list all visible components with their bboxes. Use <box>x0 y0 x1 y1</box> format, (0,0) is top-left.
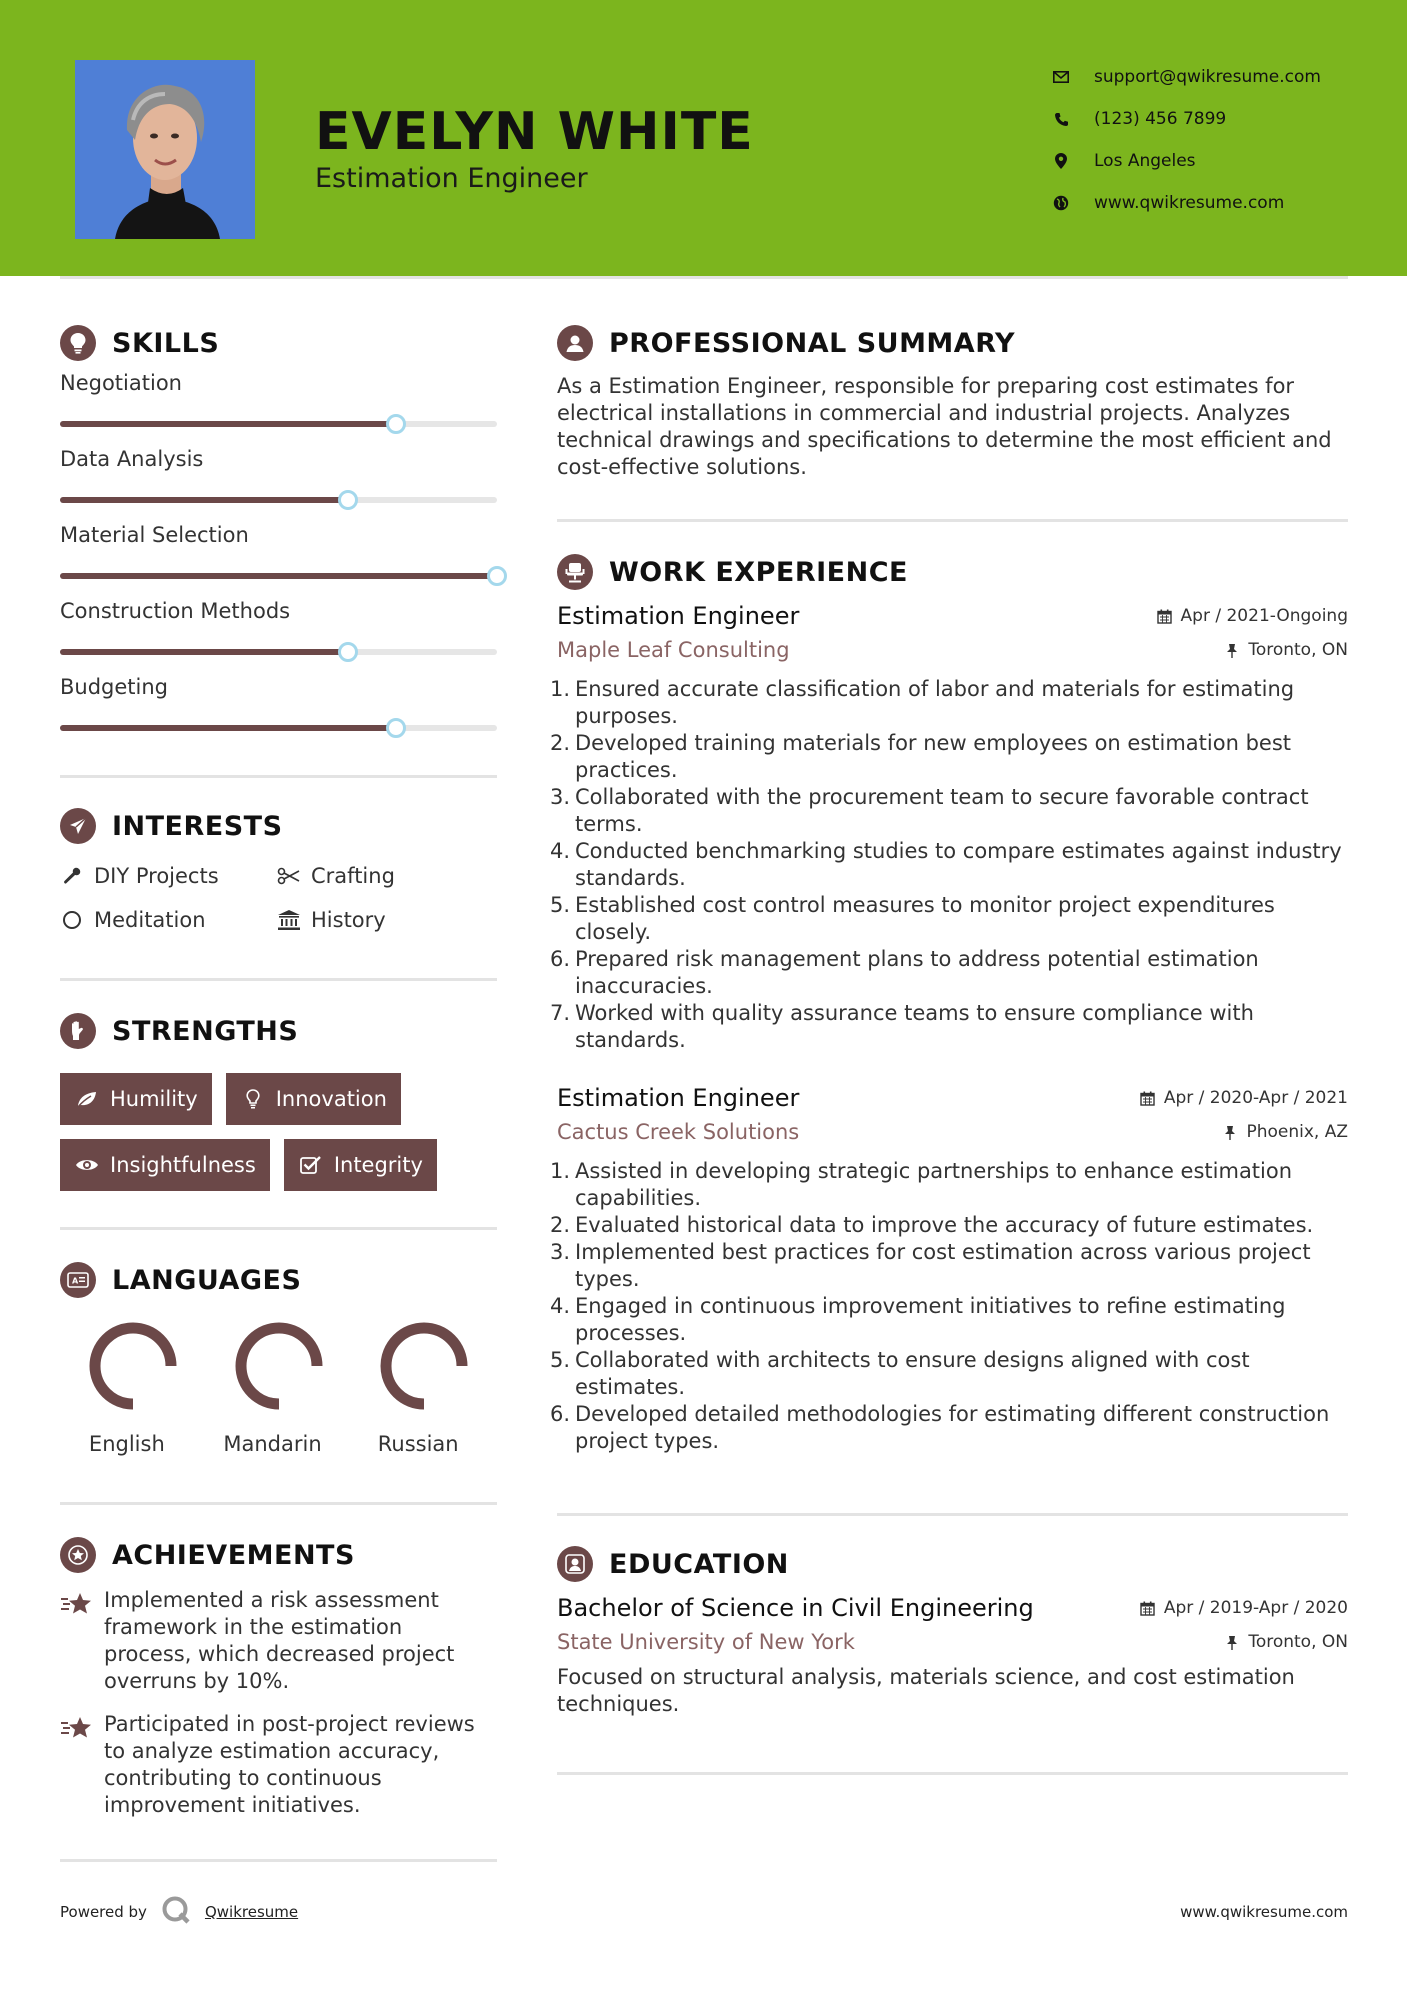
contact-list <box>1050 56 1321 224</box>
user-icon <box>557 325 593 361</box>
strength-tag <box>226 1073 401 1125</box>
language-item <box>206 1320 352 1456</box>
strength-label: Integrity <box>333 1153 423 1177</box>
education-dates <box>1140 1598 1348 1618</box>
summary-title: PROFESSIONAL SUMMARY <box>609 327 1016 359</box>
contact-location <box>1050 140 1321 182</box>
language-gauge <box>87 1320 179 1412</box>
skill-knob <box>487 566 507 586</box>
skill-bar <box>60 497 497 503</box>
qwikresume-logo-icon <box>161 1895 191 1929</box>
scissors-icon <box>277 864 301 888</box>
skill-name: Budgeting <box>60 675 169 699</box>
duty-item <box>550 838 1348 892</box>
pushpin-icon <box>1222 1124 1238 1140</box>
duty-item <box>550 1293 1348 1347</box>
job-company: Cactus Creek Solutions <box>557 1120 800 1144</box>
education-dates-text: Apr / 2019-Apr / 2020 <box>1163 1598 1348 1618</box>
interests-title: INTERESTS <box>112 810 283 842</box>
section-divider <box>60 1859 497 1862</box>
phone-icon <box>1050 108 1072 130</box>
skills-list <box>60 361 497 741</box>
right-column <box>550 325 1348 1775</box>
skills-heading <box>60 325 497 361</box>
language-name: English <box>88 1432 165 1456</box>
interest-label: Crafting <box>311 864 395 888</box>
map-pin-icon <box>1050 150 1072 172</box>
contact-email[interactable] <box>1050 56 1321 98</box>
duty-item <box>550 1239 1348 1293</box>
checkbox-icon <box>298 1154 324 1176</box>
education-entry <box>557 1594 1348 1718</box>
duty-item <box>550 1401 1348 1455</box>
job-duties <box>550 1158 1348 1455</box>
job-entry <box>550 602 1348 1054</box>
skills-title: SKILLS <box>112 327 220 359</box>
section-divider <box>60 1502 497 1505</box>
interest-label: Meditation <box>94 908 206 932</box>
language-item <box>351 1320 497 1456</box>
job-dates-text: Apr / 2021-Ongoing <box>1180 606 1348 626</box>
duty-number: 1. <box>550 677 571 701</box>
strength-tag <box>284 1139 437 1191</box>
shooting-star-icon <box>60 1715 94 1819</box>
duty-text: Evaluated historical data to improve the accuracy of future estimates. <box>575 1213 1314 1237</box>
achievements-title: ACHIEVEMENTS <box>112 1539 355 1571</box>
skill-bar-fill <box>60 725 396 731</box>
header-divider <box>60 276 1348 279</box>
duty-number: 6. <box>550 947 571 971</box>
globe-icon <box>1050 192 1072 214</box>
education-location <box>1224 1632 1348 1652</box>
job-title: Estimation Engineer <box>557 1084 800 1112</box>
skill-item <box>60 361 497 437</box>
envelope-icon <box>1050 66 1072 88</box>
section-divider <box>60 775 497 778</box>
contact-website[interactable] <box>1050 182 1321 224</box>
duty-item <box>550 1158 1348 1212</box>
duty-text: Conducted benchmarking studies to compare estimates against industry standards. <box>575 839 1342 890</box>
duty-item <box>550 676 1348 730</box>
languages-heading <box>60 1262 497 1298</box>
summary-heading <box>557 325 1348 361</box>
skill-item <box>60 513 497 589</box>
graduate-icon <box>557 1546 593 1582</box>
shooting-star-icon <box>60 1591 94 1695</box>
achievements-list <box>60 1587 497 1819</box>
job-location-text: Phoenix, AZ <box>1246 1122 1348 1142</box>
job-location-text: Toronto, ON <box>1248 640 1348 660</box>
duty-text: Ensured accurate classification of labor and materials for estimating purposes. <box>575 677 1295 728</box>
duty-item <box>550 892 1348 946</box>
contact-location-text: Los Angeles <box>1094 151 1196 171</box>
duty-item <box>550 730 1348 784</box>
language-card-icon <box>60 1262 96 1298</box>
interest-item <box>277 862 477 890</box>
job-dates <box>1140 1088 1348 1108</box>
duty-item <box>550 1347 1348 1401</box>
interests-heading <box>60 808 497 844</box>
museum-icon <box>277 908 301 932</box>
degree-title: Bachelor of Science in Civil Engineering <box>557 1594 1034 1622</box>
duty-number: 3. <box>550 785 571 809</box>
pushpin-icon <box>1224 1634 1240 1650</box>
section-divider <box>557 1772 1348 1775</box>
section-divider <box>557 519 1348 522</box>
duty-text: Collaborated with the procurement team to secure favorable contract terms. <box>575 785 1309 836</box>
school-name: State University of New York <box>557 1630 855 1654</box>
duty-text: Assisted in developing strategic partnerships to enhance estimation capabilities. <box>575 1159 1293 1210</box>
powered-by-label: Powered by <box>60 1903 147 1921</box>
duty-item <box>550 946 1348 1000</box>
raised-fist-icon <box>60 1013 96 1049</box>
duty-number: 4. <box>550 1294 571 1318</box>
contact-website-text: www.qwikresume.com <box>1094 193 1285 213</box>
resume-header <box>0 0 1407 276</box>
interest-label: History <box>311 908 386 932</box>
languages-list <box>60 1320 497 1456</box>
candidate-name: EVELYN WHITE <box>315 102 754 162</box>
left-column <box>60 325 497 1862</box>
star-badge-icon <box>60 1537 96 1573</box>
duty-number: 5. <box>550 1348 571 1372</box>
skill-knob <box>338 642 358 662</box>
lightbulb-icon <box>240 1088 266 1110</box>
duty-number: 2. <box>550 731 571 755</box>
summary-text: As a Estimation Engineer, responsible for preparing cost estimates for electrical installations in commercial and industrial projects. Analyzes technical drawings and specifications to determine the most efficient and cost-effective solutions. <box>557 374 1332 479</box>
footer-website[interactable]: www.qwikresume.com <box>1180 1903 1348 1921</box>
calendar-icon <box>1140 1600 1156 1616</box>
duty-text: Developed training materials for new employees on estimation best practices. <box>575 731 1291 782</box>
job-title: Estimation Engineer <box>557 602 800 630</box>
section-divider <box>60 978 497 981</box>
strengths-heading <box>60 1013 497 1049</box>
achievement-item <box>60 1711 497 1819</box>
duty-text: Developed detailed methodologies for estimating different construction project types. <box>575 1402 1330 1453</box>
education-heading <box>557 1546 1348 1582</box>
education-location-text: Toronto, ON <box>1248 1632 1348 1652</box>
experience-title: WORK EXPERIENCE <box>609 556 908 588</box>
skill-bar <box>60 573 497 579</box>
strengths-list <box>60 1073 497 1191</box>
duty-number: 6. <box>550 1402 571 1426</box>
duty-item <box>550 1000 1348 1054</box>
skill-name: Negotiation <box>60 371 182 395</box>
contact-phone-text: (123) 456 7899 <box>1094 109 1227 129</box>
skill-bar-fill <box>60 421 396 427</box>
skill-bar <box>60 421 497 427</box>
duty-number: 7. <box>550 1001 571 1025</box>
section-divider <box>60 1227 497 1230</box>
duty-number: 2. <box>550 1213 571 1237</box>
languages-title: LANGUAGES <box>112 1264 302 1296</box>
duty-item <box>550 784 1348 838</box>
skill-name: Data Analysis <box>60 447 204 471</box>
wrench-icon <box>60 864 84 888</box>
skill-bar-fill <box>60 573 497 579</box>
office-chair-icon <box>557 554 593 590</box>
skill-name: Material Selection <box>60 523 249 547</box>
experience-heading <box>557 554 1348 590</box>
strength-label: Innovation <box>275 1087 387 1111</box>
interest-item <box>60 862 277 890</box>
strengths-title: STRENGTHS <box>112 1015 299 1047</box>
skill-name: Construction Methods <box>60 599 291 623</box>
language-item <box>60 1320 206 1456</box>
profile-photo <box>75 60 255 239</box>
job-company: Maple Leaf Consulting <box>557 638 790 662</box>
skill-knob <box>386 414 406 434</box>
duty-text: Engaged in continuous improvement initiatives to refine estimating processes. <box>575 1294 1286 1345</box>
strength-label: Humility <box>110 1087 198 1111</box>
language-name: Russian <box>377 1432 459 1456</box>
section-divider <box>557 1513 1348 1516</box>
strength-tag <box>60 1139 270 1191</box>
strength-tag <box>60 1073 212 1125</box>
footer <box>60 1895 1348 1929</box>
pushpin-icon <box>1224 642 1240 658</box>
lightbulb-icon <box>60 325 96 361</box>
skill-bar-fill <box>60 649 348 655</box>
achievements-heading <box>60 1537 497 1573</box>
duty-text: Established cost control measures to monitor project expenditures closely. <box>575 893 1275 944</box>
qwikresume-link[interactable]: Qwikresume <box>204 1903 299 1921</box>
duty-number: 4. <box>550 839 571 863</box>
job-entry <box>550 1084 1348 1455</box>
skill-knob <box>386 718 406 738</box>
eye-icon <box>74 1154 100 1176</box>
duty-number: 3. <box>550 1240 571 1264</box>
achievement-text: Implemented a risk assessment framework in the estimation process, which decreased project overruns by 10%. <box>104 1588 455 1693</box>
contact-phone[interactable] <box>1050 98 1321 140</box>
calendar-icon <box>1140 1090 1156 1106</box>
skill-item <box>60 665 497 741</box>
interest-item <box>277 906 477 934</box>
job-dates-text: Apr / 2020-Apr / 2021 <box>1163 1088 1348 1108</box>
interest-item <box>60 906 277 934</box>
duty-text: Worked with quality assurance teams to ensure compliance with standards. <box>575 1001 1254 1052</box>
job-location <box>1224 640 1348 660</box>
strength-label: Insightfulness <box>110 1153 256 1177</box>
skill-knob <box>338 490 358 510</box>
achievement-text: Participated in post-project reviews to analyze estimation accuracy, contributing to continuous improvement initiatives. <box>104 1712 475 1817</box>
language-gauge <box>378 1320 470 1412</box>
achievement-item <box>60 1587 497 1695</box>
powered-by <box>60 1895 298 1929</box>
education-description: Focused on structural analysis, materials science, and cost estimation techniques. <box>557 1665 1295 1716</box>
skill-bar <box>60 725 497 731</box>
interests-list <box>60 862 497 934</box>
calendar-icon <box>1157 608 1173 624</box>
duty-item <box>550 1212 1348 1239</box>
skill-bar-fill <box>60 497 348 503</box>
circle-icon <box>60 908 84 932</box>
leaf-icon <box>74 1088 100 1110</box>
duty-text: Prepared risk management plans to address potential estimation inaccuracies. <box>575 947 1259 998</box>
duty-text: Implemented best practices for cost estimation across various project types. <box>575 1240 1311 1291</box>
education-title: EDUCATION <box>609 1548 789 1580</box>
language-gauge <box>233 1320 325 1412</box>
job-dates <box>1157 606 1348 626</box>
skill-bar <box>60 649 497 655</box>
contact-email-text: support@qwikresume.com <box>1094 67 1321 87</box>
skill-item <box>60 589 497 665</box>
candidate-title: Estimation Engineer <box>315 163 588 194</box>
paper-plane-icon <box>60 808 96 844</box>
interest-label: DIY Projects <box>94 864 219 888</box>
duty-text: Collaborated with architects to ensure designs aligned with cost estimates. <box>575 1348 1250 1399</box>
svg-text:A: A <box>72 1276 79 1286</box>
job-duties <box>550 676 1348 1054</box>
duty-number: 5. <box>550 893 571 917</box>
language-name: Mandarin <box>223 1432 322 1456</box>
skill-item <box>60 437 497 513</box>
duty-number: 1. <box>550 1159 571 1183</box>
job-location <box>1222 1122 1348 1142</box>
